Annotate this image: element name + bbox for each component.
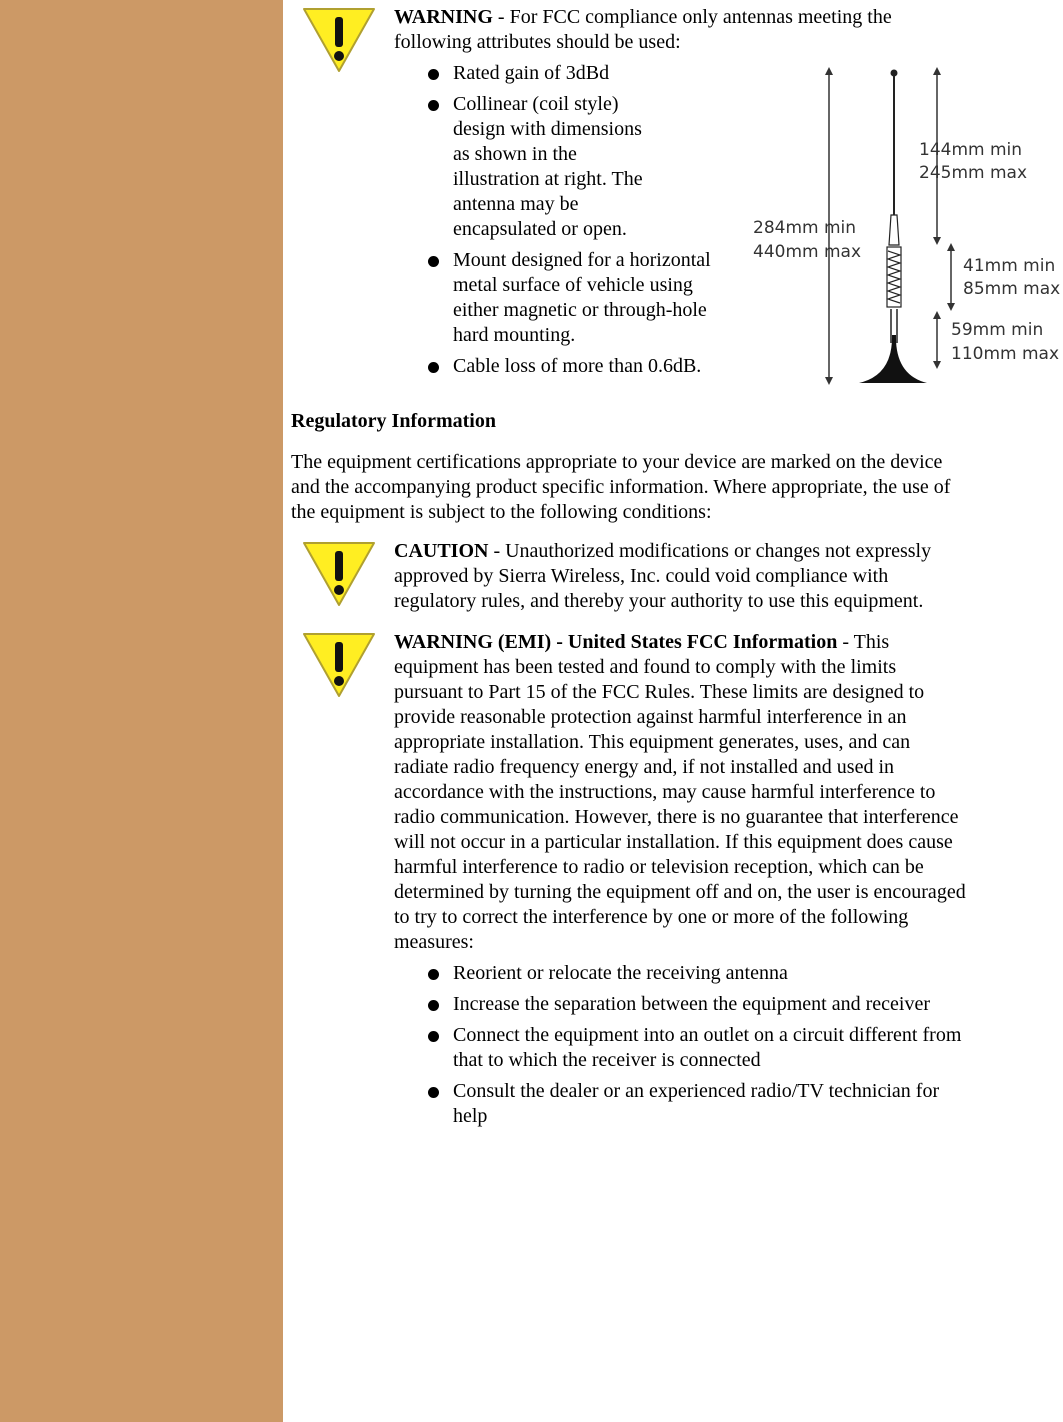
base-min-label: 59mm min — [951, 320, 1044, 340]
antenna-warning-title: WARNING — [394, 6, 493, 28]
bullet-icon — [428, 256, 439, 267]
emi-warning-notice — [291, 630, 969, 1129]
document-content — [291, 0, 1061, 1129]
mount-bullet-wrap: Mount designed for a horizontal metal surface of vehicle using either magnetic or through-hole hard mounting. — [453, 249, 711, 346]
coil-min-label: 41mm min — [963, 256, 1056, 276]
list-item: Reorient or relocate the receiving antenna — [428, 961, 969, 986]
bullet-icon — [428, 362, 439, 373]
caution-text: CAUTION - Unauthorized modifications or changes not expressly approved by Sierra Wireless, Inc. could void compliance with regulatory rules, and thereby your authority to use this equipment. — [394, 540, 932, 612]
bullet-icon — [428, 100, 439, 111]
list-item: Rated gain of 3dBd — [428, 61, 969, 86]
list-item: Consult the dealer or an experienced radio/TV technician for help — [428, 1079, 969, 1129]
emi-warning-text: WARNING (EMI) - United States FCC Information - This equipment has been tested and found to comply with the limits pursuant to Part 15 of the FCC Rules. These limits are designed to provide reasonable protection against harmful interference in an appropriate installation. This equipment generates, uses, and can radiate radio frequency energy and, if not installed and used in accordance with the instructions, may cause harmful interference to radio communication. However, there is no guarantee that interference will not occur in a particular installation. If this equipment does cause harmful interference to radio or television reception, which can be determined by turning the equipment off and on, the user is encouraged to try to correct the interference by one or more of the following measures: — [394, 631, 966, 953]
bullet-icon — [428, 1031, 439, 1042]
list-item — [428, 248, 969, 348]
base-max-label: 110mm max — [951, 344, 1060, 364]
regulatory-intro: The equipment certifications appropriate to your device are marked on the device and the accompanying product specific information. Where appropriate, the use of the equipment is subject to the following conditions: — [291, 451, 951, 523]
top-max-label: 245mm max — [919, 163, 1028, 183]
top-min-label: 144mm min — [919, 140, 1023, 160]
section-heading: Regulatory Information — [291, 410, 496, 432]
bullet-icon — [428, 1000, 439, 1011]
list-item: Collinear (coil style) design with dimensions as shown in the illustration at right. The antenna may be encapsulated or open. — [428, 92, 645, 242]
coil-max-label: 85mm max — [963, 279, 1061, 299]
sidebar — [0, 0, 283, 1422]
warning-triangle-icon — [301, 539, 377, 607]
antenna-warning-notice — [291, 0, 1061, 379]
warning-triangle-icon — [301, 5, 377, 73]
antenna-attribute-list — [394, 61, 969, 379]
bullet-icon — [428, 969, 439, 980]
total-max-label: 440mm max — [753, 242, 862, 262]
list-item: Increase the separation between the equipment and receiver — [428, 992, 969, 1017]
bullet-icon — [428, 69, 439, 80]
bullet-icon — [428, 1087, 439, 1098]
caution-title: CAUTION — [394, 540, 489, 562]
total-min-label: 284mm min — [753, 218, 857, 238]
caution-notice — [291, 539, 969, 614]
list-item: Connect the equipment into an outlet on a circuit different from that to which the receiver is connected — [428, 1023, 969, 1073]
emi-measures-list — [394, 961, 969, 1129]
antenna-warning-text: WARNING - For FCC compliance only antennas meeting the following attributes should be used: — [394, 6, 892, 53]
emi-warning-title: WARNING (EMI) - United States FCC Information — [394, 631, 838, 653]
warning-triangle-icon — [301, 630, 377, 698]
list-item: Cable loss of more than 0.6dB. — [428, 354, 969, 379]
